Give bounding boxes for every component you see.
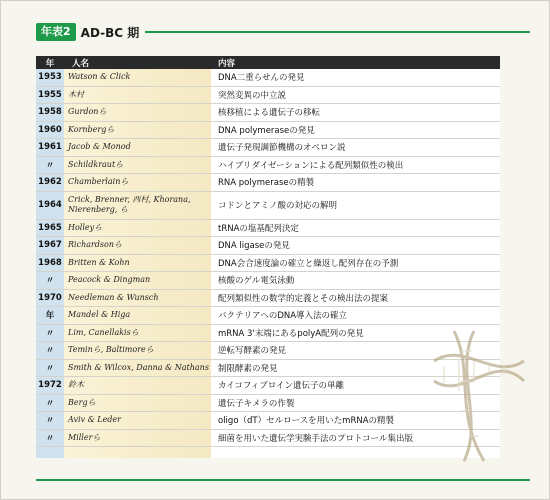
cell-content: コドンとアミノ酸の対応の解明 <box>218 201 338 211</box>
cell-year: 〃 <box>45 433 55 444</box>
table-row <box>36 272 500 290</box>
cell-year: 〃 <box>45 328 55 339</box>
cell-content: バクテリアへのDNA導入法の確立 <box>218 311 348 322</box>
cell-content: 逆転写酵素の発見 <box>218 346 287 357</box>
section-badge: 年表2 <box>36 23 76 41</box>
table-row <box>36 122 500 140</box>
cell-content: 遺伝子発現調節機構のオペロン説 <box>218 143 346 154</box>
col-header-person: 人名 <box>72 58 90 69</box>
cell-content: RNA polymeraseの精製 <box>218 178 315 189</box>
footer-rule <box>36 479 530 481</box>
cell-person: Millerら <box>68 432 101 442</box>
cell-person: Needleman & Wunsch <box>68 292 159 302</box>
table-row <box>36 342 500 360</box>
cell-content: 核移植による遺伝子の移転 <box>218 108 321 119</box>
chronology-table <box>36 56 500 458</box>
cell-year: 1958 <box>38 107 62 118</box>
section-header <box>36 22 530 42</box>
table-row <box>36 69 500 87</box>
table-row <box>36 325 500 343</box>
cell-year: 1964 <box>38 200 62 210</box>
cell-content: 突然変異の中立説 <box>218 90 287 101</box>
cell-year: 1960 <box>38 124 62 135</box>
col-header-content: 内容 <box>218 58 236 69</box>
cell-person: Richardsonら <box>68 240 123 250</box>
table-row <box>36 174 500 192</box>
cell-content: 制限酵素の発見 <box>218 363 278 374</box>
section-title: AD-BC 期 <box>80 25 140 40</box>
cell-content: 核酸のゲル電気泳動 <box>218 276 295 287</box>
table-row <box>36 237 500 255</box>
cell-person: Kornbergら <box>68 124 115 134</box>
cell-year: 〃 <box>45 346 55 357</box>
cell-person: Lim, Canellakisら <box>68 327 139 337</box>
table-row <box>36 255 500 273</box>
cell-person: 鈴木 <box>68 380 84 390</box>
table-row <box>36 377 500 395</box>
cell-year: 1962 <box>38 177 62 188</box>
cell-year: 1953 <box>38 72 62 83</box>
table-row <box>36 104 500 122</box>
cell-person: Watson & Click <box>68 72 131 82</box>
cell-year: 〃 <box>45 363 55 374</box>
cell-content: ハイブリダイゼーションによる配列類似性の検出 <box>218 160 404 171</box>
cell-year: 〃 <box>45 416 55 427</box>
cell-year: 1968 <box>38 257 62 268</box>
cell-person: Holleyら <box>68 222 103 232</box>
header-rule <box>145 31 530 33</box>
cell-content: DNA polymeraseの発見 <box>218 125 315 136</box>
cell-content: DNA会合速度論の確立と繰返し配列存在の予測 <box>218 258 399 269</box>
cell-content: mRNA 3'末端にあるpolyA配列の発見 <box>218 328 364 339</box>
cell-person: 木村 <box>68 89 84 99</box>
cell-person: Bergら <box>68 397 96 407</box>
cell-content: DNA ligaseの発見 <box>218 241 290 252</box>
cell-person: Peacock & Dingman <box>68 275 151 285</box>
cell-person: Smith & Wilcox, Danna & Nathans <box>68 362 209 372</box>
table-row <box>36 157 500 175</box>
cell-content: カイコフィブロイン遺伝子の単離 <box>218 381 344 392</box>
cell-person: Crick, Brenner, 西村, Khorana, Nierenberg, ら <box>68 195 191 214</box>
cell-person: Jacob & Monod <box>68 142 131 152</box>
cell-person: Chamberlainら <box>68 177 129 187</box>
table-row <box>36 430 500 448</box>
cell-person: Gurdonら <box>68 107 107 117</box>
cell-content: tRNAの塩基配列決定 <box>218 223 299 234</box>
cell-year: 1965 <box>38 222 62 233</box>
cell-year: 1967 <box>38 240 62 251</box>
cell-year: 〃 <box>45 160 55 171</box>
cell-year: 1955 <box>38 89 62 100</box>
cell-person: Mandel & Higa <box>68 310 131 320</box>
table-row <box>36 360 500 378</box>
cell-year: 年 <box>45 311 55 322</box>
table-row <box>36 192 500 220</box>
cell-person: Aviv & Leder <box>68 415 121 425</box>
cell-year: 〃 <box>45 276 55 287</box>
cell-year: 1972 <box>38 380 62 391</box>
cell-content: oligo（dT）セルロースを用いたmRNAの精製 <box>218 416 395 427</box>
cell-content: 細菌を用いた遺伝学実験手法のプロトコール集出版 <box>218 433 413 444</box>
table-row <box>36 220 500 238</box>
cell-content: DNA二重らせんの発見 <box>218 73 305 84</box>
table-row <box>36 412 500 430</box>
table-row <box>36 290 500 308</box>
table-row <box>36 307 500 325</box>
table-row <box>36 395 500 413</box>
cell-year: 〃 <box>45 398 55 409</box>
table-header <box>36 56 500 69</box>
table-row <box>36 87 500 105</box>
cell-year: 1970 <box>38 292 62 303</box>
cell-person: Schildkrautら <box>68 159 124 169</box>
cell-year: 1961 <box>38 142 62 153</box>
table-row <box>36 139 500 157</box>
cell-person: Teminら, Baltimoreら <box>68 345 154 355</box>
cell-content: 配列類似性の数学的定義とその検出法の提案 <box>218 293 389 304</box>
cell-person: Britten & Kohn <box>68 257 130 267</box>
cell-content: 遺伝子キメラの作製 <box>218 398 295 409</box>
col-header-year: 年 <box>45 58 55 69</box>
